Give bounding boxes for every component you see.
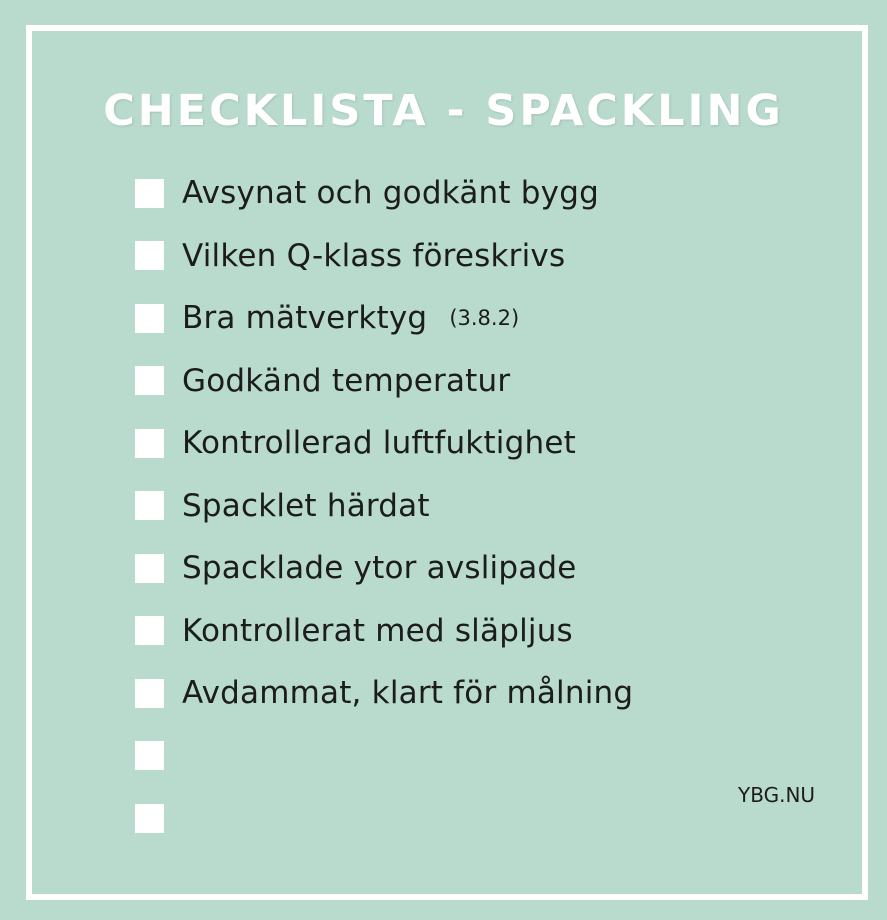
checkbox[interactable] <box>135 366 164 395</box>
checklist-item-label: Godkänd temperatur <box>182 362 511 399</box>
checkbox[interactable] <box>135 241 164 270</box>
checklist-item-label: Avsynat och godkänt bygg <box>182 175 599 212</box>
checklist-item <box>135 600 633 663</box>
checkbox[interactable] <box>135 616 164 645</box>
checklist-item-label: Bra mätverktyg <box>182 300 428 337</box>
checklist-item-label: Spacklet härdat <box>182 487 430 524</box>
checklist-item <box>135 162 633 225</box>
checklist-item <box>135 287 633 350</box>
checklist-item-blank <box>135 787 633 850</box>
checkbox[interactable] <box>135 554 164 583</box>
checklist-item-blank <box>135 725 633 788</box>
checklist-item-reference: (3.8.2) <box>449 306 520 331</box>
checklist-item <box>135 412 633 475</box>
checklist-item-label: Avdammat, klart för målning <box>182 675 634 712</box>
checkbox[interactable] <box>135 679 164 708</box>
checklist-item <box>135 350 633 413</box>
checklist-item <box>135 475 633 538</box>
checklist-item <box>135 225 633 288</box>
checklist-item-label: Kontrollerat med släpljus <box>182 612 573 649</box>
checklist-item <box>135 662 633 725</box>
checkbox[interactable] <box>135 741 164 770</box>
checkbox[interactable] <box>135 804 164 833</box>
checkbox[interactable] <box>135 304 164 333</box>
checkbox[interactable] <box>135 491 164 520</box>
checklist <box>135 162 633 850</box>
checklist-item-label: Kontrollerad luftfuktighet <box>182 425 576 462</box>
brand-label: YBG.NU <box>738 783 816 807</box>
checklist-item-label: Vilken Q-klass föreskrivs <box>182 237 566 274</box>
checkbox[interactable] <box>135 429 164 458</box>
checklist-item-label: Spacklade ytor avslipade <box>182 550 577 587</box>
page-title: CHECKLISTA - SPACKLING <box>103 86 784 136</box>
checklist-item <box>135 537 633 600</box>
checkbox[interactable] <box>135 179 164 208</box>
